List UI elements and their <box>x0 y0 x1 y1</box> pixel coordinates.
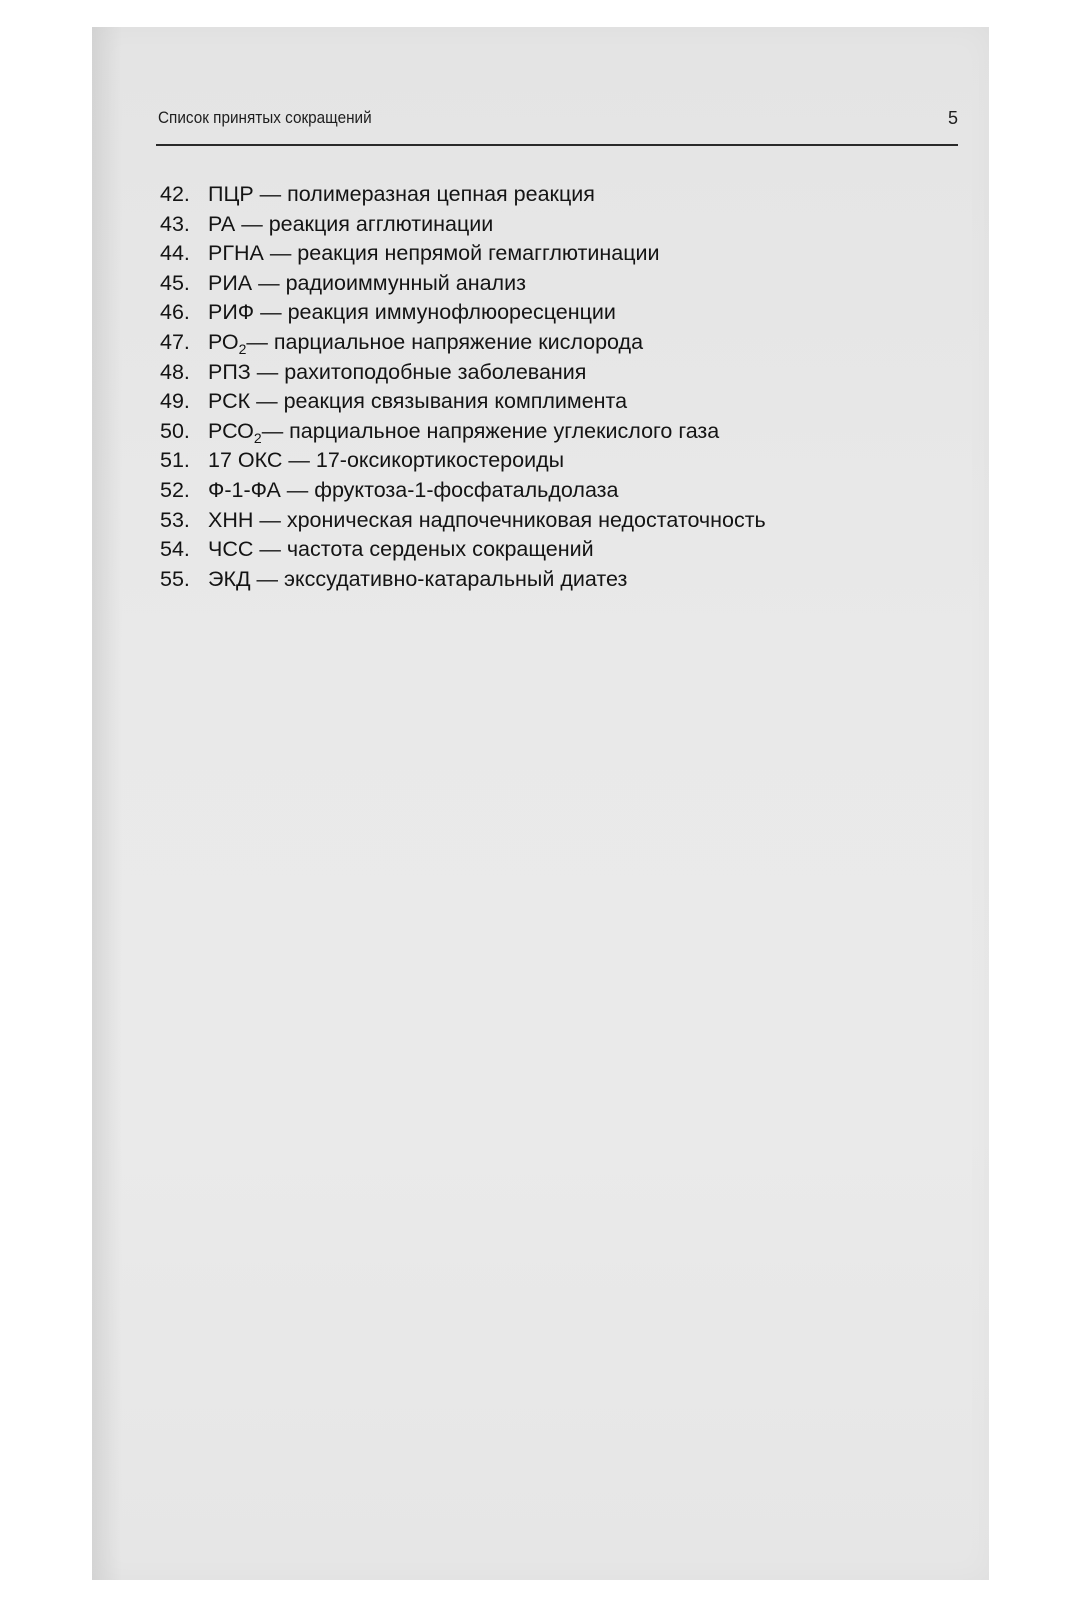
item-number: 49. <box>160 389 190 414</box>
item-definition: — парциальное напряжение кислорода <box>246 329 644 354</box>
header-divider <box>156 144 958 146</box>
list-item <box>160 180 766 210</box>
abbreviation-list <box>160 180 766 594</box>
list-item <box>160 476 766 506</box>
list-item <box>160 210 766 240</box>
item-text: ЧСС — частота серденых сокращений <box>208 537 594 562</box>
item-number: 47. <box>160 329 190 354</box>
item-number: 44. <box>160 241 190 266</box>
item-text: 17 ОКС — 17-оксикортикостероиды <box>208 448 565 473</box>
list-item <box>160 358 766 388</box>
item-number: 55. <box>160 566 190 591</box>
item-abbreviation: РСО <box>208 418 254 443</box>
item-number: 52. <box>160 477 190 502</box>
running-header <box>158 108 958 132</box>
item-number: 43. <box>160 211 190 236</box>
item-text: РА — реакция агглютинации <box>208 211 494 236</box>
item-subscript: 2 <box>238 340 247 357</box>
item-number: 54. <box>160 537 190 562</box>
item-text: Ф-1-ФА — фруктоза-1-фосфатальдолаза <box>208 477 619 502</box>
page-number: 5 <box>947 108 958 128</box>
item-number: 46. <box>160 300 190 325</box>
item-number: 48. <box>160 359 190 384</box>
list-item <box>160 269 766 299</box>
list-item <box>160 328 766 358</box>
item-text: РСК — реакция связывания комплимента <box>208 389 628 414</box>
list-item <box>160 565 766 595</box>
item-abbreviation: РО <box>208 329 239 354</box>
item-number: 45. <box>160 270 190 295</box>
item-number: 53. <box>160 507 190 532</box>
item-number: 51. <box>160 448 190 473</box>
item-text: РИФ — реакция иммунофлюоресценции <box>208 300 616 325</box>
running-header-title: Список принятых сокращений <box>158 108 372 127</box>
item-text: ЭКД — экссудативно-катаральный диатез <box>208 566 628 591</box>
list-item <box>160 298 766 328</box>
item-text: ХНН — хроническая надпочечниковая недостаточность <box>208 507 766 532</box>
item-number: 50. <box>160 418 190 443</box>
item-definition: — парциальное напряжение углекислого газа <box>261 418 720 443</box>
list-item <box>160 446 766 476</box>
list-item <box>160 506 766 536</box>
list-item <box>160 239 766 269</box>
item-number: 42. <box>160 182 190 206</box>
item-subscript: 2 <box>253 429 262 446</box>
item-text: РГНА — реакция непрямой гемагглютинации <box>208 241 660 266</box>
list-item <box>160 535 766 565</box>
list-item <box>160 387 766 417</box>
item-text: ПЦР — полимеразная цепная реакция <box>208 182 595 206</box>
item-text: РПЗ — рахитоподобные заболевания <box>208 359 587 384</box>
item-text: РИА — радиоиммунный анализ <box>208 270 526 295</box>
list-item <box>160 417 766 447</box>
